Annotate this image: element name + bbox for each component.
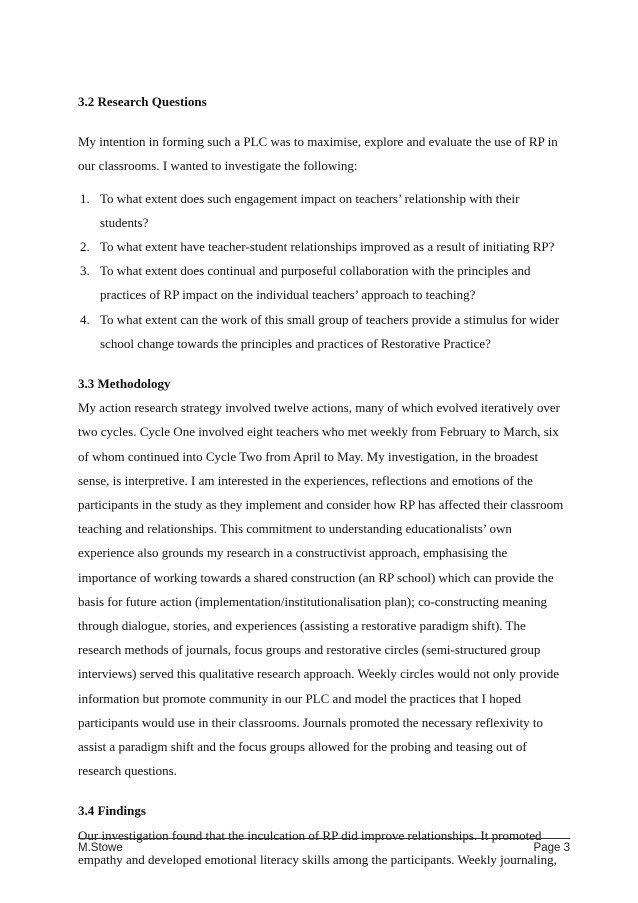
list-item-number: 4. bbox=[80, 311, 90, 327]
footer-author: M.Stowe bbox=[78, 842, 123, 854]
research-questions-intro: My intention in forming such a PLC was to maximise, explore and evaluate the use of RP in our classrooms. I wanted to investigate the following: bbox=[78, 134, 558, 174]
findings-heading: 3.4 Findings bbox=[78, 803, 146, 819]
list-item bbox=[78, 259, 568, 307]
list-item-text: To what extent does such engagement impact on teachers’ relationship with their students? bbox=[100, 190, 520, 230]
page-footer bbox=[78, 842, 570, 854]
footer-page-number: Page 3 bbox=[533, 842, 570, 854]
list-item-number: 3. bbox=[80, 263, 90, 279]
list-item bbox=[78, 187, 568, 235]
list-item-number: 1. bbox=[80, 190, 90, 206]
footer-divider bbox=[78, 838, 570, 839]
methodology-body: My action research strategy involved twelve actions, many of which evolved iteratively over two cycles. Cycle One involved eight teachers who met weekly from February to March, six of whom continued into Cycle Two from April to May. My investigation, in the broadest sense, is interpretive. I am interested in the experiences, reflections and emotions of the participants in the study as they implement and consider how RP has affected their classroom teaching and relationships. This commitment to understanding educationalists’ own experience also grounds my research in a constructivist approach, emphasising the importance of working towards a shared construction (an RP school) which can provide the basis for future action (implementation/institutionalisation plan); co-constructing meaning through dialogue, stories, and experiences (assisting a restorative paradigm shift). The research methods of journals, focus groups and restorative circles (semi-structured group interviews) served this qualitative research approach. Weekly circles would not only provide information but promote community in our PLC and model the practices that I hoped participants would use in their classrooms. Journals promoted the necessary reflexivity to assist a paradigm shift and the focus groups allowed for the probing and teasing out of research questions. bbox=[78, 400, 564, 779]
list-item bbox=[78, 308, 568, 356]
research-questions-heading: 3.2 Research Questions bbox=[78, 94, 207, 109]
list-item-text: To what extent does continual and purposeful collaboration with the principles and practices of RP impact on the individual teachers’ approach to teaching? bbox=[100, 263, 531, 303]
findings-body: Our investigation found that the inculcation of RP did improve relationships. It promoted empathy and developed emotional literacy skills among the participants. Weekly journaling, bbox=[78, 827, 557, 867]
list-item-text: To what extent have teacher-student relationships improved as a result of initiating RP? bbox=[100, 239, 555, 255]
list-item bbox=[78, 235, 568, 259]
page-content bbox=[78, 90, 568, 872]
methodology-heading: 3.3 Methodology bbox=[78, 376, 171, 392]
list-item-text: To what extent can the work of this small group of teachers provide a stimulus for wider school change towards the principles and practices of Restorative Practice? bbox=[100, 311, 560, 351]
list-item-number: 2. bbox=[80, 239, 90, 255]
research-questions-list bbox=[78, 187, 568, 356]
